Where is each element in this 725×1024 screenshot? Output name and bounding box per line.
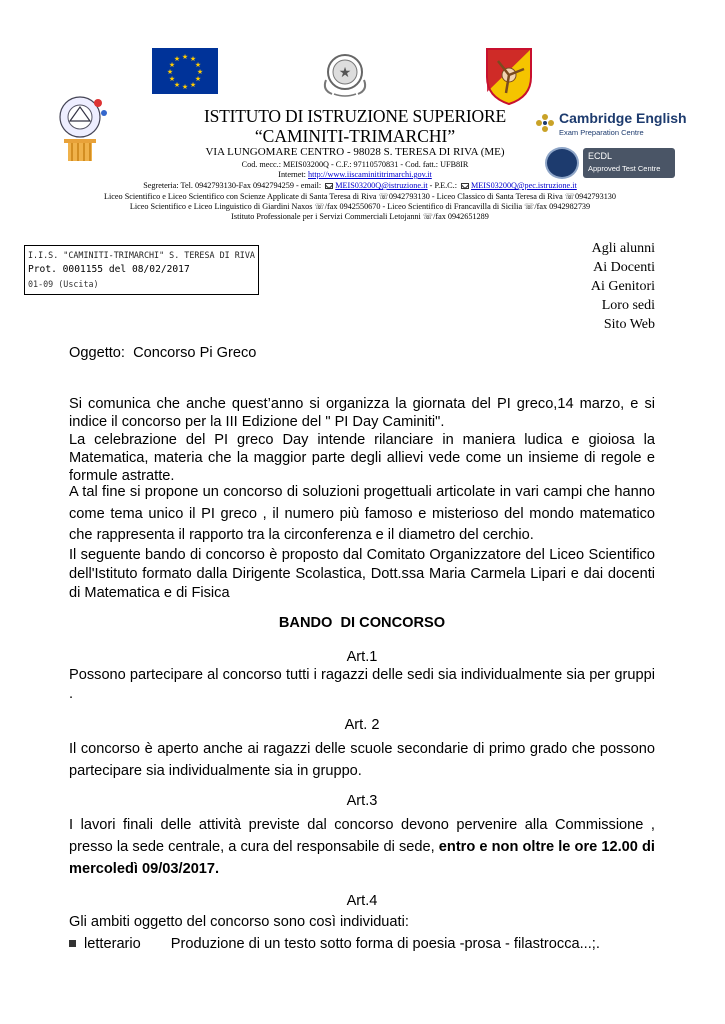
art1-text: Possono partecipare al concorso tutti i ragazzi delle sedi sia individualmente sia per gruppi . [69,667,655,702]
svg-text:★: ★ [189,81,197,89]
licei-line-2: Liceo Scientifico e Liceo Linguistico di Giardini Naxos ☏/fax 0942550670 - Liceo Scientifico di Francavilla di Sicilia ☏/fax 0942982739 [129,202,591,211]
svg-text:★: ★ [168,61,176,69]
art3-text-normal: I lavori finali delle attività previste dal concorso devono pervenire alla Commissione , presso la sede centrale, a cura del responsabile di sede, [69,817,655,855]
school-name-title: “CAMINITI-TRIMARCHI” [254,126,456,146]
art4-item-label: letterario [84,936,141,952]
cambridge-title: Cambridge English [559,110,687,126]
ecdl-title: ECDL [588,151,613,161]
art1-title: Art.1 [346,649,378,665]
art4-text: Gli ambiti oggetto del concorso sono così individuati: [69,914,409,930]
subject-line: Oggetto: Concorso Pi Greco [69,345,257,361]
art3-title: Art.3 [346,793,378,809]
svg-text:★: ★ [168,75,176,83]
svg-text:★: ★ [338,65,352,81]
svg-text:★: ★ [173,81,181,89]
cambridge-english-logo [535,110,685,140]
paragraph-committee: Il seguente bando di concorso è proposto dal Comitato Organizzatore del Liceo Scientifico dell'Istituto formato dalla Dirigente Scolastica, Dott.ssa Maria Carmela Lipari e dai docenti di Matematica e di Fisica [69,547,655,601]
art3-text [69,814,655,880]
licei-line-1: Liceo Scientifico e Liceo Scientifico con Scienze Applicate di Santa Teresa di Riva ☏0942793130 - Liceo Classico di Santa Teresa di Riva ☏0942793130 [104,192,616,201]
recipients-block [535,239,655,334]
school-codes: Cod. mecc.: MEIS03200Q - C.F.: 97110570831 - Cod. fatt.: UFB8IR [241,160,469,169]
svg-text:★: ★ [181,83,189,91]
recipient-docenti: Ai Docenti [593,260,655,275]
svg-text:★: ★ [196,68,204,76]
svg-text:★: ★ [189,55,197,63]
pec-label: - P.E.C.: [429,181,457,190]
svg-text:★: ★ [166,68,174,76]
art2-text: Il concorso è aperto anche ai ragazzi delle scuole secondarie di primo grado che possono partecipare sia individualmente sia in gruppo. [69,741,655,779]
art4-title: Art.4 [346,893,378,909]
school-type-title: ISTITUTO DI ISTRUZIONE SUPERIORE [204,106,506,126]
sicily-region-logo [484,47,534,105]
recipient-alunni: Agli alunni [591,241,655,256]
segreteria-line [60,181,660,192]
art4-list-item [69,936,669,952]
svg-text:★: ★ [194,61,202,69]
svg-text:★: ★ [194,75,202,83]
art4-item-text: Produzione di un testo sotto forma di poesia -prosa - filastrocca...;. [170,936,600,952]
school-address: VIA LUNGOMARE CENTRO - 98028 S. TERESA DI RIVA (ME) [205,146,505,158]
bando-title: BANDO DI CONCORSO [278,615,446,631]
paragraph-purpose: A tal fine si propone un concorso di soluzioni progettuali articolate in vari campi che hanno come tema unico il PI greco , il numero più famoso e misterioso del mondo matematico che rappresenta il rapporto tra la circonferenza e il diametro del cerchio. [69,484,655,543]
protocol-school: I.I.S. "CAMINITI-TRIMARCHI" S. TERESA DI RIVA [28,250,255,260]
svg-text:★: ★ [181,53,189,61]
art2-title: Art. 2 [344,717,380,733]
cambridge-subtitle: Exam Preparation Centre [559,128,644,137]
eu-flag-logo [152,48,218,94]
pec-mail-icon [461,183,469,189]
italian-emblem-logo [320,50,370,98]
recipient-sedi: Loro sedi [601,298,655,313]
protocol-number: Prot. 0001155 del 08/02/2017 [28,264,190,275]
internet-line [150,170,560,181]
svg-text:★: ★ [173,55,181,63]
mail-icon [325,183,333,189]
recipient-sito: Sito Web [603,317,655,332]
paragraph-intro: Si comunica che anche quest’anno si organizza la giornata del PI greco,14 marzo, e si indice il concorso per la III Edizione del " PI Day Caminiti". [69,396,655,430]
art3-deadline: entro e non oltre le ore 12.00 di mercoledì 09/03/2017. [69,839,655,877]
school-logo [50,93,114,165]
internet-label: Internet: [278,170,306,179]
pec-link[interactable]: MEIS03200Q@pec.istruzione.it [471,181,577,190]
paragraph-celebration: La celebrazione del PI greco Day intende rilanciare in maniera ludica e gioiosa la Matematica, materia che la maggior parte degli allievi vede come un insieme di regole e formule astratte. [69,432,655,484]
email-link[interactable]: MEIS03200Q@istruzione.it [335,181,428,190]
website-link[interactable]: http://www.iiscaminititrimarchi.gov.it [308,170,432,179]
protocol-stamp [24,245,259,295]
ecdl-logo [545,147,675,179]
recipient-genitori: Ai Genitori [590,279,655,294]
segreteria-text: Segreteria: Tel. 0942793130-Fax 0942794259 - email: [143,181,322,190]
protocol-classification: 01-09 (Uscita) [28,279,99,289]
ecdl-subtitle: Approved Test Centre [588,164,661,173]
ecdl-badge [583,148,675,178]
professionale-line: Istituto Professionale per i Servizi Commerciali Letojanni ☏/fax 0942651289 [231,212,489,221]
bullet-icon [69,940,76,947]
